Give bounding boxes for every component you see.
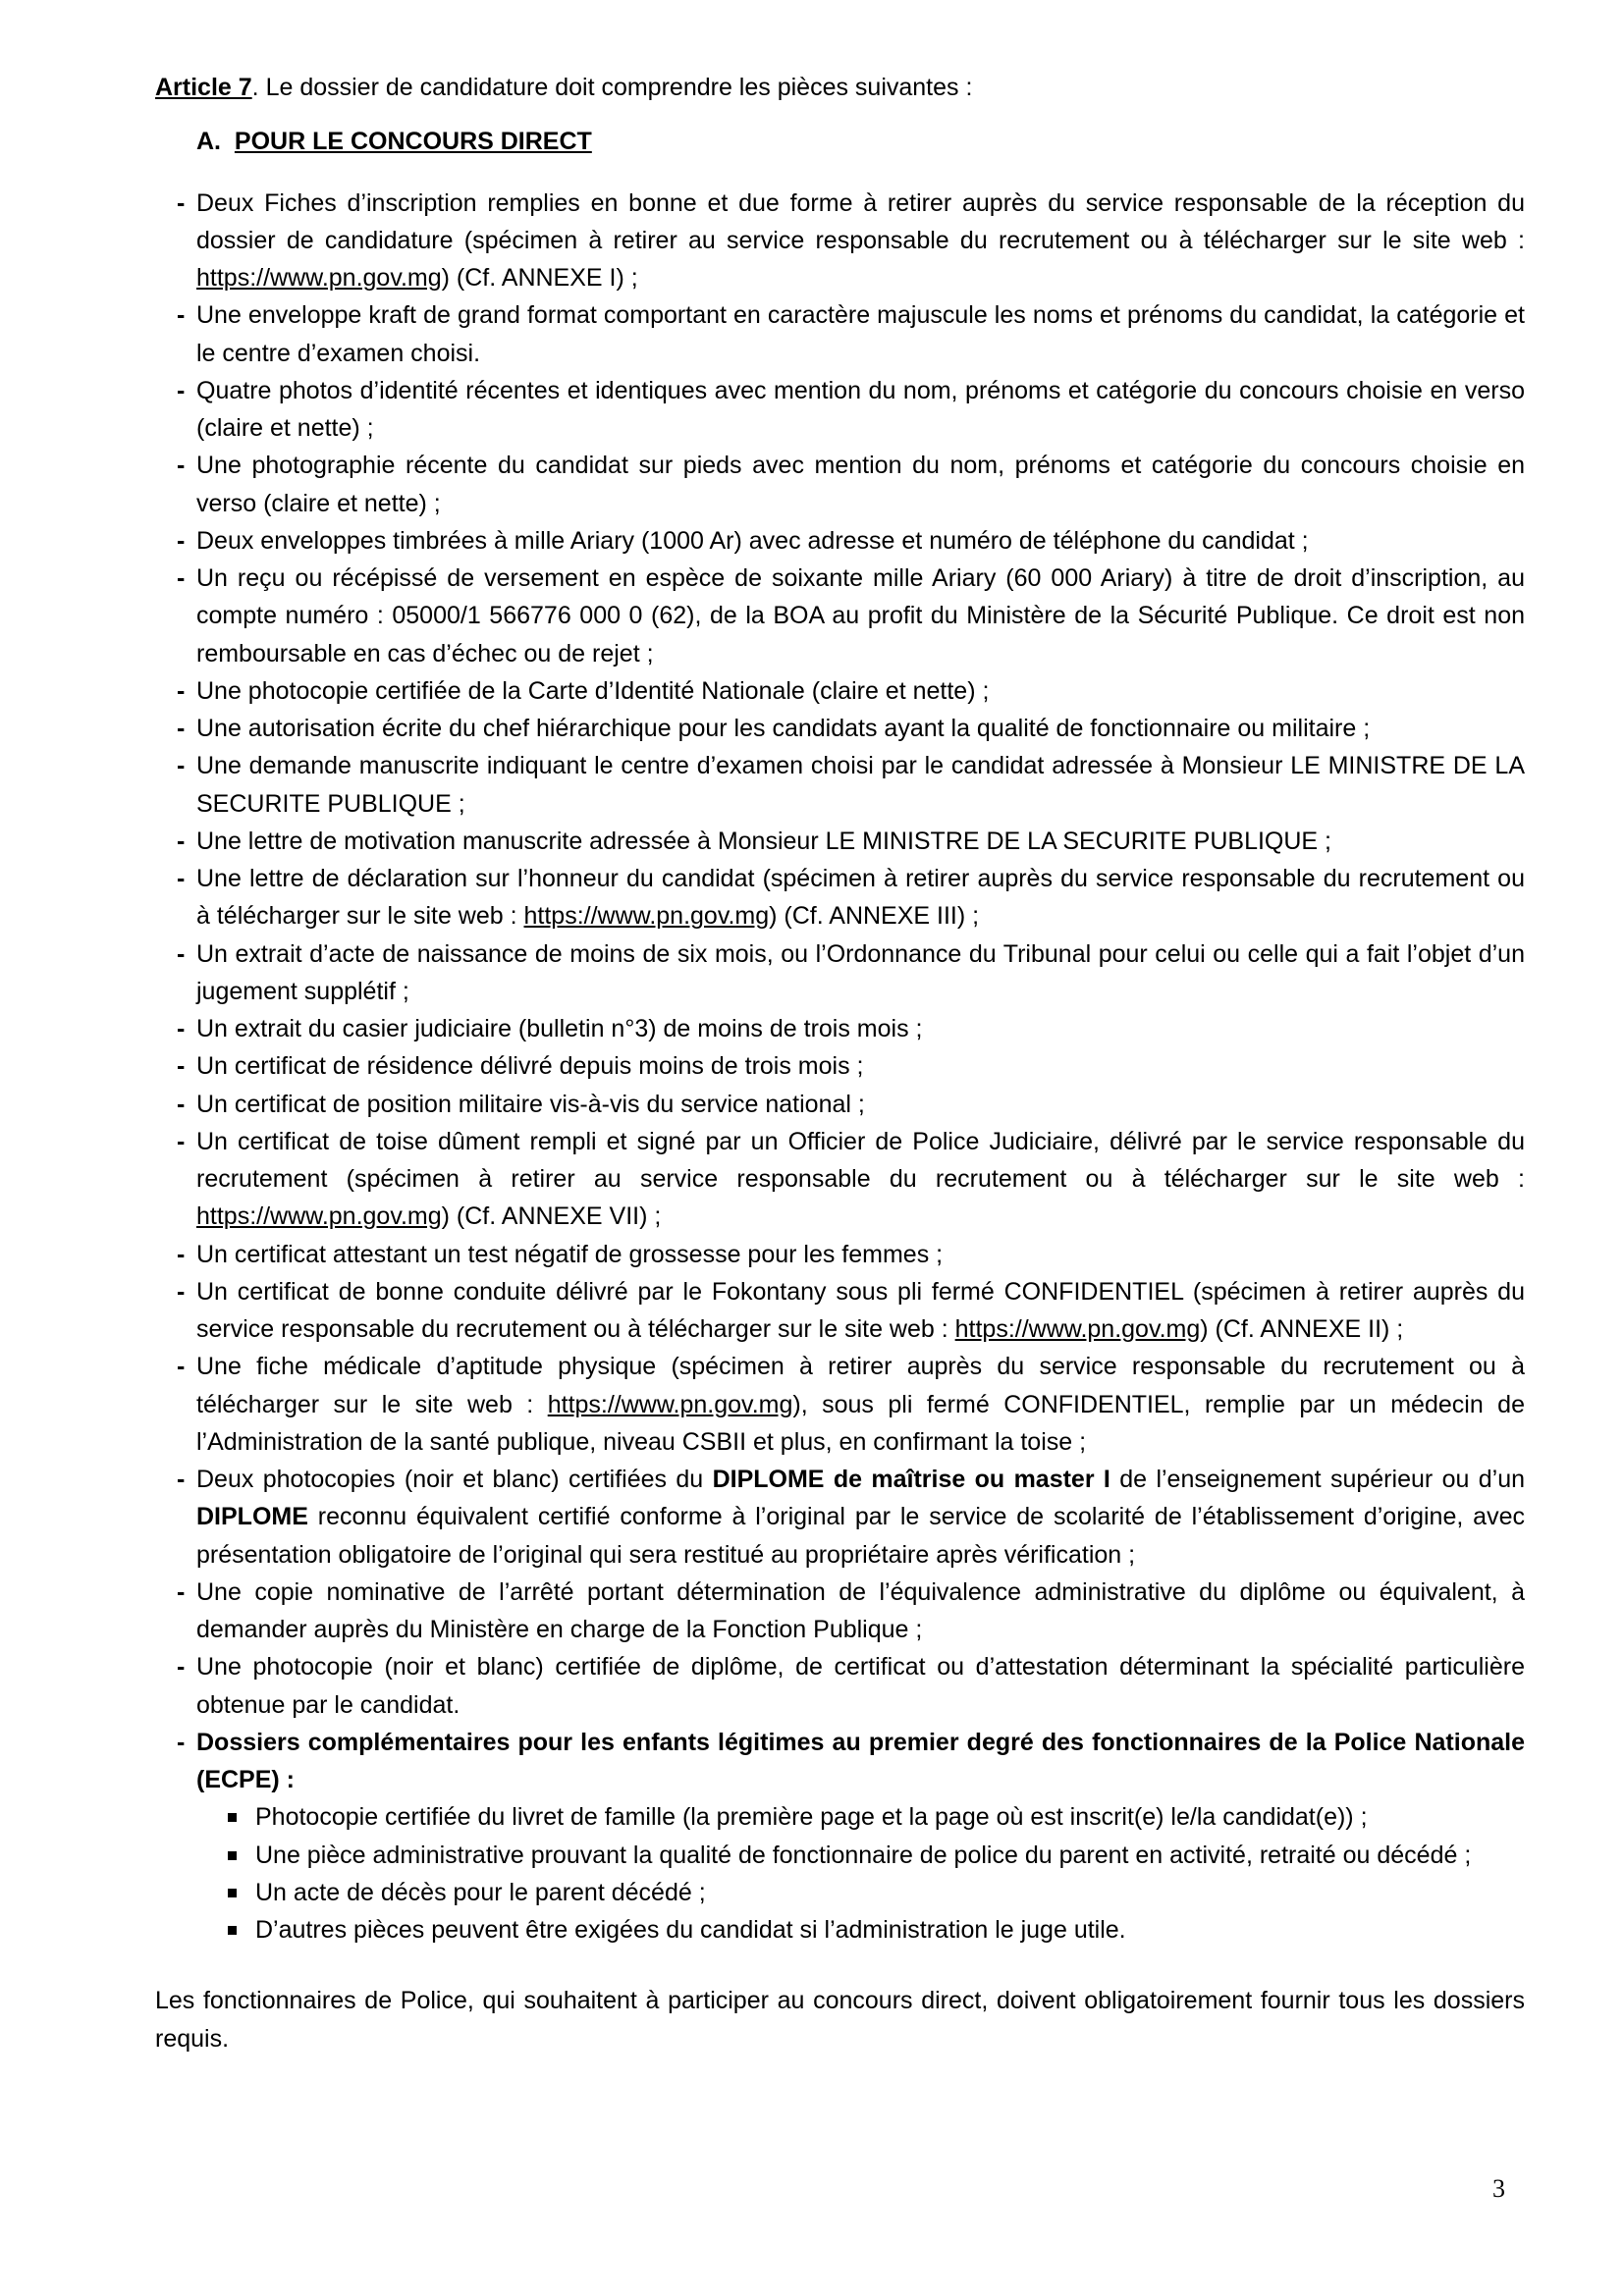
- item-text: Un extrait d’acte de naissance de moins de six mois, ou l’Ordonnance du Tribunal pour celui ou celle qui a fait l’objet d’un jugement supplétif ;: [196, 939, 1525, 1005]
- item-text: Une demande manuscrite indiquant le centre d’examen choisi par le candidat adressée à Monsieur LE MINISTRE DE LA SECURITE PUBLIQUE ;: [196, 752, 1525, 818]
- item-text: de l’enseignement supérieur ou d’un: [1110, 1466, 1526, 1493]
- dash-bullet: -: [177, 1728, 186, 1756]
- list-item: [155, 1123, 1525, 1236]
- list-item: [155, 1348, 1525, 1461]
- sub-list-item: [196, 1798, 1525, 1836]
- item-text: ) (Cf. ANNEXE I) ;: [441, 264, 638, 292]
- dash-bullet: -: [177, 939, 186, 968]
- sub-list-item: [196, 1837, 1525, 1874]
- list-item: [155, 710, 1525, 747]
- item-text: Une lettre de motivation manuscrite adressée à Monsieur LE MINISTRE DE LA SECURITE PUBLIQUE ;: [196, 827, 1331, 855]
- list-item: [155, 1461, 1525, 1574]
- sub-item-text: Une pièce administrative prouvant la qualité de fonctionnaire de police du parent en activité, retraité ou décédé ;: [255, 1841, 1472, 1869]
- dash-bullet: -: [177, 1653, 186, 1682]
- list-item: [155, 1086, 1525, 1123]
- list-item: [155, 860, 1525, 935]
- section-title: [196, 123, 1525, 161]
- dash-bullet: -: [177, 1090, 186, 1118]
- dash-bullet: -: [177, 188, 186, 217]
- item-text: Un certificat de position militaire vis-à-vis du service national ;: [196, 1090, 865, 1118]
- square-bullet-icon: [228, 1851, 237, 1860]
- item-text: Un reçu ou récépissé de versement en espèce de soixante mille Ariary (60 000 Ariary) à titre de droit d’inscription, au compte numéro : 05000/1 566776 000 0 (62), de la BOA au profit du Ministère de la Sécurité Publique. Ce droit est non remboursable en cas d’échec ou de rejet ;: [196, 564, 1525, 667]
- item-text: Une autorisation écrite du chef hiérarchique pour les candidats ayant la qualité de fonctionnaire ou militaire ;: [196, 715, 1371, 742]
- dash-bullet: -: [177, 1277, 186, 1306]
- article-label: Article 7: [155, 74, 252, 101]
- item-text: Une photocopie certifiée de la Carte d’Identité Nationale (claire et nette) ;: [196, 676, 990, 705]
- item-text: ) (Cf. ANNEXE III) ;: [769, 902, 980, 931]
- item-text: Un certificat de toise dûment rempli et signé par un Officier de Police Judiciaire, délivré par le service responsable du recrutement (spécimen à retirer au service responsable du recrutement ou à télécharger sur le site web :: [196, 1127, 1525, 1193]
- list-item: [155, 447, 1525, 522]
- sub-item-text: Photocopie certifiée du livret de famille (la première page et la page où est inscrit(e) le/la candidat(e)) ;: [255, 1803, 1368, 1832]
- item-text: Un certificat de bonne conduite délivré par le Fokontany sous pli fermé CONFIDENTIEL (spécimen à retirer auprès du service responsable du recrutement ou à télécharger sur le site web :: [196, 1277, 1525, 1343]
- dash-bullet: -: [177, 452, 186, 480]
- sub-list-item: [196, 1911, 1525, 1949]
- item-text: Deux Fiches d’inscription remplies en bonne et due forme à retirer auprès du service responsable de la réception du dossier de candidature (spécimen à retirer au service responsable du recrutement ou à télécharger sur le site web :: [196, 188, 1525, 254]
- item-bold-text: Dossiers complémentaires pour les enfants légitimes au premier degré des fonctionnaires de la Police Nationale (ECPE) :: [196, 1728, 1525, 1793]
- item-text: Une lettre de déclaration sur l’honneur du candidat (spécimen à retirer auprès du service responsable du recrutement ou à télécharger sur le site web :: [196, 865, 1525, 931]
- section-marker: A.: [196, 127, 221, 155]
- list-item: [155, 1010, 1525, 1047]
- list-item: [155, 522, 1525, 560]
- dash-bullet: -: [177, 676, 186, 705]
- dash-bullet: -: [177, 752, 186, 780]
- dash-bullet: -: [177, 715, 186, 742]
- article-text: . Le dossier de candidature doit comprendre les pièces suivantes :: [251, 74, 973, 101]
- item-text: Une enveloppe kraft de grand format comportant en caractère majuscule les noms et prénoms du candidat, la catégorie et le centre d’examen choisi.: [196, 301, 1525, 367]
- closing-paragraph: Les fonctionnaires de Police, qui souhaitent à participer au concours direct, doivent obligatoirement fournir tous les dossiers requis.: [155, 1987, 1525, 2053]
- list-item: [155, 747, 1525, 823]
- item-text: ) (Cf. ANNEXE VII) ;: [441, 1202, 662, 1231]
- item-text: Deux enveloppes timbrées à mille Ariary (1000 Ar) avec adresse et numéro de téléphone du candidat ;: [196, 526, 1309, 555]
- dash-bullet: -: [177, 865, 186, 892]
- list-item: [155, 296, 1525, 372]
- item-bold-text: DIPLOME de maîtrise ou master I: [712, 1466, 1110, 1493]
- document-page: [155, 69, 1525, 2083]
- list-item: [155, 1648, 1525, 1724]
- square-bullet-icon: [228, 1889, 237, 1897]
- dash-bullet: -: [177, 1353, 186, 1381]
- dash-bullet: -: [177, 827, 186, 855]
- list-item: [155, 560, 1525, 672]
- dash-bullet: -: [177, 376, 186, 404]
- item-text: Un certificat attestant un test négatif de grossesse pour les femmes ;: [196, 1240, 944, 1268]
- dash-bullet: -: [177, 301, 186, 330]
- list-item: [155, 1047, 1525, 1085]
- list-item: [155, 823, 1525, 860]
- square-bullet-icon: [228, 1926, 237, 1935]
- list-item: [155, 372, 1525, 448]
- list-item: [155, 1236, 1525, 1273]
- page-number: 3: [1492, 2174, 1505, 2203]
- required-documents-list: [155, 185, 1525, 1949]
- sub-list-item: [196, 1874, 1525, 1911]
- item-text: Une copie nominative de l’arrêté portant détermination de l’équivalence administrative du diplôme ou équivalent, à demander auprès du Ministère en charge de la Fonction Publique ;: [196, 1577, 1525, 1643]
- dash-bullet: -: [177, 526, 186, 555]
- item-text: Une photographie récente du candidat sur pieds avec mention du nom, prénoms et catégorie du concours choisie en verso (claire et nette) ;: [196, 452, 1525, 517]
- item-text: Un extrait du casier judiciaire (bulletin n°3) de moins de trois mois ;: [196, 1015, 923, 1042]
- section-title-text: POUR LE CONCOURS DIRECT: [234, 127, 592, 155]
- item-text: ), sous pli fermé CONFIDENTIEL, remplie par un médecin de l’Administration de la santé publique, niveau CSBII et plus, en confirmant la toise ;: [196, 1390, 1525, 1456]
- item-text: ) (Cf. ANNEXE II) ;: [1200, 1315, 1404, 1343]
- item-bold-text: DIPLOME: [196, 1503, 308, 1531]
- item-text: reconnu équivalent certifié conforme à l’original par le service de scolarité de l’établissement d’origine, avec présentation obligatoire de l’original qui sera restitué au propriétaire après vérification ;: [196, 1503, 1525, 1569]
- dash-bullet: -: [177, 1577, 186, 1606]
- dash-bullet: -: [177, 1240, 186, 1268]
- sub-item-text: Un acte de décès pour le parent décédé ;: [255, 1878, 706, 1906]
- list-item: [155, 935, 1525, 1011]
- item-text: Un certificat de résidence délivré depuis moins de trois mois ;: [196, 1052, 864, 1081]
- ecpe-sublist: [196, 1798, 1525, 1949]
- website-link[interactable]: https://www.pn.gov.mg: [547, 1390, 793, 1418]
- square-bullet-icon: [228, 1813, 237, 1822]
- website-link[interactable]: https://www.pn.gov.mg: [196, 264, 442, 292]
- item-text: Une photocopie (noir et blanc) certifiée de diplôme, de certificat ou d’attestation déterminant la spécialité particulière obtenue par le candidat.: [196, 1653, 1525, 1719]
- item-text: Deux photocopies (noir et blanc) certifiées du: [196, 1466, 713, 1493]
- item-text: Quatre photos d’identité récentes et identiques avec mention du nom, prénoms et catégorie du concours choisie en verso (claire et nette) ;: [196, 376, 1525, 442]
- list-item: [155, 1574, 1525, 1649]
- list-item: [155, 672, 1525, 710]
- dash-bullet: -: [177, 564, 186, 592]
- dash-bullet: -: [177, 1127, 186, 1155]
- sub-item-text: D’autres pièces peuvent être exigées du candidat si l’administration le juge utile.: [255, 1916, 1126, 1944]
- website-link[interactable]: https://www.pn.gov.mg: [196, 1202, 442, 1231]
- list-item: [155, 1273, 1525, 1349]
- website-link[interactable]: https://www.pn.gov.mg: [523, 902, 770, 931]
- item-text: Une fiche médicale d’aptitude physique (spécimen à retirer auprès du service responsable du recrutement ou à télécharger sur le site web :: [196, 1353, 1525, 1418]
- dash-bullet: -: [177, 1466, 186, 1493]
- dash-bullet: -: [177, 1015, 186, 1042]
- list-item: [155, 185, 1525, 297]
- website-link[interactable]: https://www.pn.gov.mg: [954, 1315, 1201, 1343]
- article-heading: [155, 69, 1525, 107]
- dash-bullet: -: [177, 1052, 186, 1081]
- list-item: [155, 1724, 1525, 1949]
